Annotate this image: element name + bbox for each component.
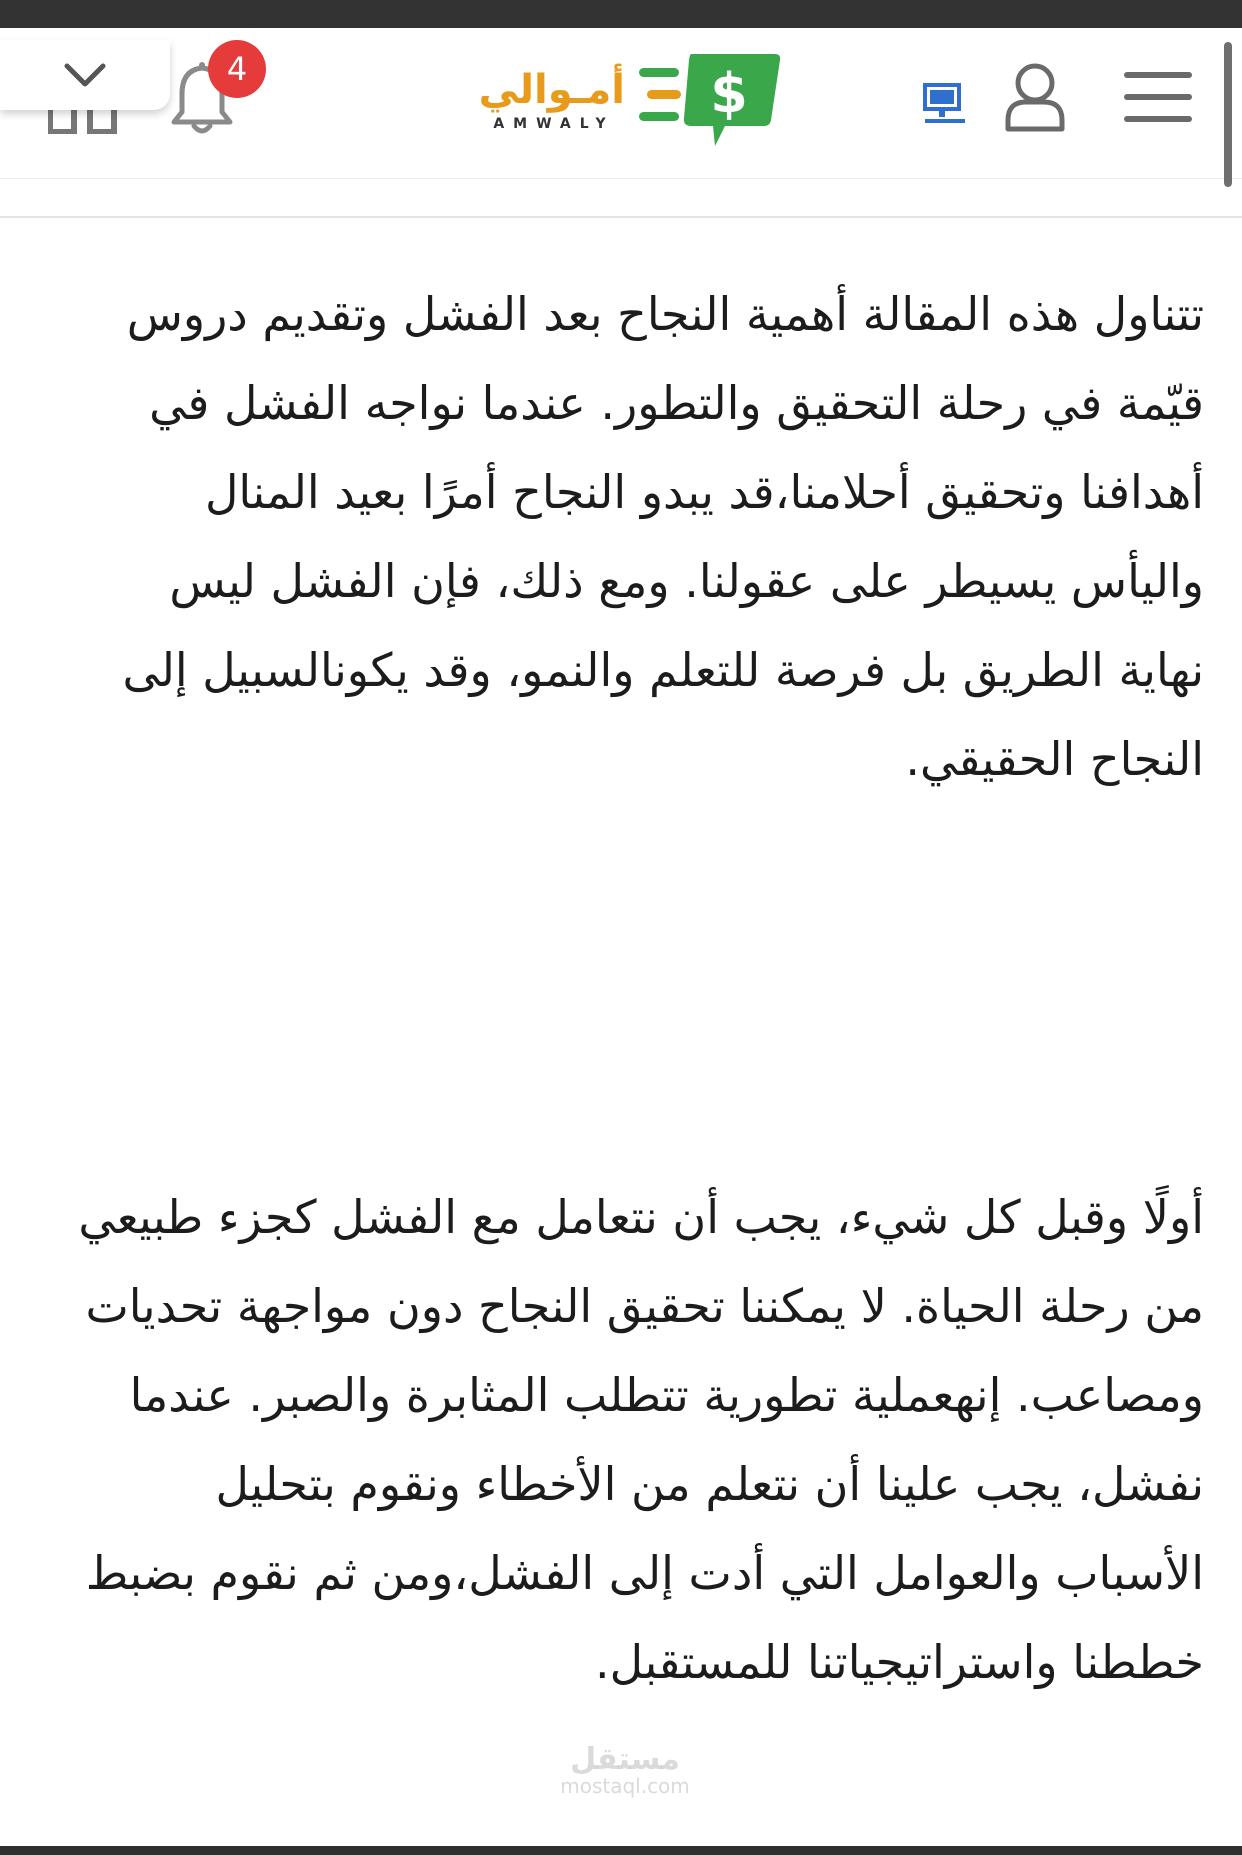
bottom-bar xyxy=(0,1846,1242,1855)
watermark-arabic: مستقل xyxy=(570,1742,680,1777)
logo-latin-text: AMWALY xyxy=(493,116,615,132)
grid-icon[interactable] xyxy=(48,106,118,138)
menu-line xyxy=(1124,94,1192,100)
hamburger-menu-icon[interactable] xyxy=(1124,72,1192,122)
dropdown-toggle[interactable] xyxy=(0,40,170,110)
menu-line xyxy=(1124,116,1192,122)
article-paragraph-2: أولًا وقبل كل شيء، يجب أن نتعامل مع الفشل كجزء طبيعي من رحلة الحياة. لا يمكننا تحقيق النجاح دون مواجهة تحديات ومصاعب. إنهعملية تطورية تتطلب المثابرة والصبر. عندما نفشل، يجب علينا أن نتعلم من الأخطاء ونقوم بتحليل الأسباب والعوامل التي أدت إلى الفشل،ومن ثم نقوم بضبط خططنا واستراتيجياتنا للمستقبل. xyxy=(78,1190,1204,1689)
user-icon[interactable] xyxy=(1004,62,1066,136)
logo-arabic-text: أمـوالي xyxy=(478,67,625,113)
chevron-down-icon xyxy=(62,60,108,90)
article-body xyxy=(70,270,1204,804)
watermark-latin: mostaql.com xyxy=(560,1774,690,1798)
scrollbar[interactable] xyxy=(1224,42,1232,187)
site-logo[interactable] xyxy=(465,46,780,156)
article-body-continued xyxy=(70,1173,1204,1707)
header-divider xyxy=(0,178,1242,218)
article-paragraph-1: تتناول هذه المقالة أهمية النجاح بعد الفشل وتقديم دروس قيّمة في رحلة التحقيق والتطور. عندما نواجه الفشل في أهدافنا وتحقيق أحلامنا،قد يبدو النجاح أمرًا بعيد المنال واليأس يسيطر على عقولنا. ومع ذلك، فإن الفشل ليس نهاية الطريق بل فرصة للتعلم والنمو، وقد يكونالسبيل إلى النجاح الحقيقي. xyxy=(122,287,1204,786)
notification-badge: 4 xyxy=(208,40,266,98)
status-bar xyxy=(0,0,1242,28)
watermark xyxy=(560,1742,690,1798)
desktop-icon[interactable] xyxy=(922,82,968,130)
menu-line xyxy=(1124,72,1192,78)
svg-text:$: $ xyxy=(710,62,748,125)
dollar-speech-icon xyxy=(633,46,783,160)
